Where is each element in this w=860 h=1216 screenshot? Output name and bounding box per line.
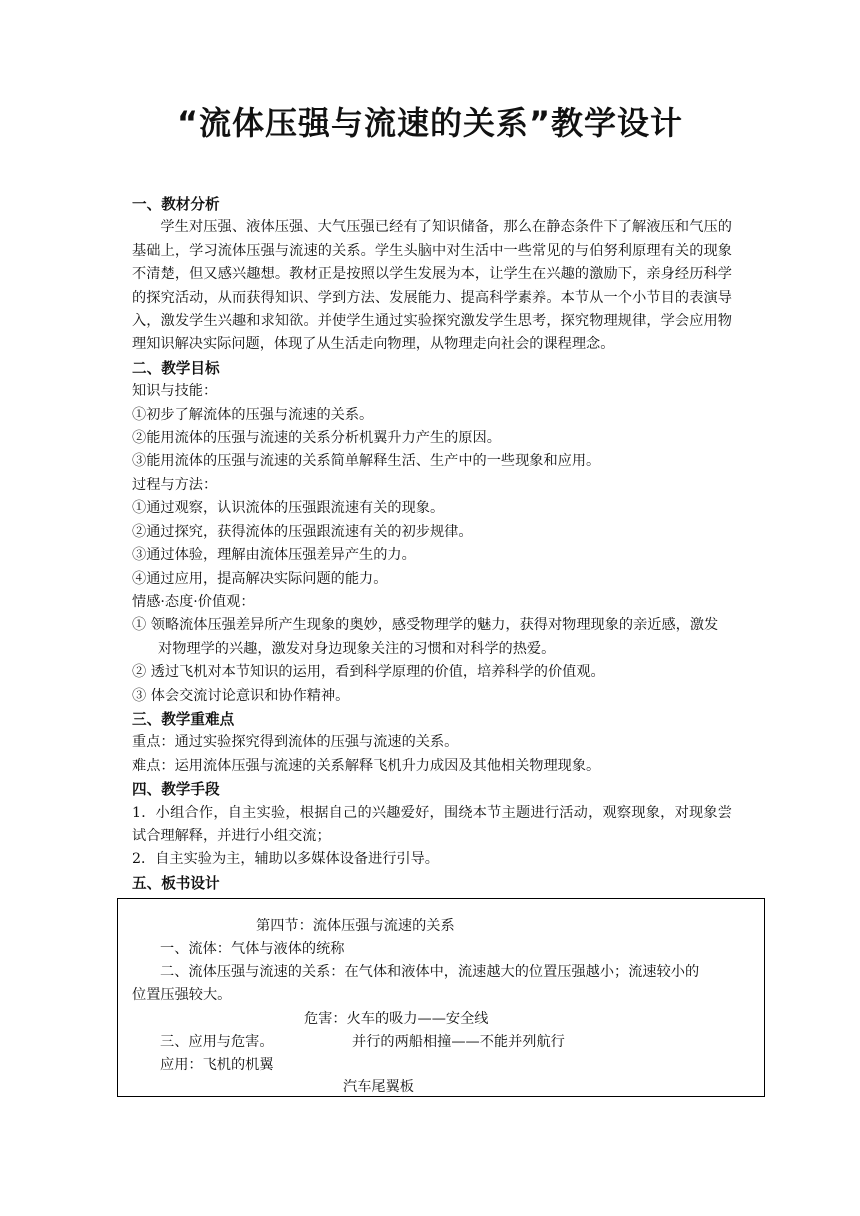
board-application-label: 应用：飞机的机翼	[160, 1057, 274, 1073]
board-line-applications: 三、应用与危害。	[160, 1034, 274, 1050]
list-item: ④通过应用，提高解决实际问题的能力。	[132, 570, 388, 587]
list-item: 2．自主实验为主，辅助以多媒体设备进行引导。	[132, 851, 439, 868]
board-harm-item: 并行的两船相撞——不能并列航行	[352, 1034, 565, 1050]
section-heading-goals: 二、教学目标	[132, 359, 220, 377]
goal-group-label-knowledge: 知识与技能：	[132, 383, 218, 400]
document-body	[132, 193, 732, 895]
list-item: ②能用流体的压强与流速的关系分析机翼升力产生的原因。	[132, 430, 501, 447]
section-heading-methods: 四、教学手段	[132, 781, 220, 799]
board-line-relation-cont: 位置压强较大。	[132, 987, 232, 1003]
board-line-fluid: 一、流体：气体与液体的统称	[160, 941, 345, 957]
board-harm-label: 危害：火车的吸力——安全线	[304, 1011, 489, 1027]
list-item: ② 透过飞机对本节知识的运用，看到科学原理的价值，培养科学的价值观。	[132, 664, 605, 681]
list-item: 1．小组合作，自主实验，根据自己的兴趣爱好，围绕本节主题进行活动，观察现象，对现象尝试合理解释，并进行小组交流；	[132, 804, 732, 844]
section-heading-analysis: 一、教材分析	[132, 196, 220, 213]
board-application-item: 汽车尾翼板	[343, 1079, 414, 1095]
list-item: ③能用流体的压强与流速的关系简单解释生活、生产中的一些现象和应用。	[132, 453, 601, 470]
focus-key-point: 重点：通过实验探究得到流体的压强与流速的关系。	[132, 734, 459, 751]
goal-group-label-process: 过程与方法：	[132, 476, 218, 493]
section-heading-board: 五、板书设计	[132, 874, 220, 892]
document-title: “流体压强与流速的关系”教学设计	[176, 104, 684, 142]
analysis-paragraph: 学生对压强、液体压强、大气压强已经有了知识储备，那么在静态条件下了解液压和气压的基础上，学习流体压强与流速的关系。学生头脑中对生活中一些常见的与伯努利原理有关的现象不清楚，但又感兴趣想。教材正是按照以学生发展为本，让学生在兴趣的激励下，亲身经历科学的探究活动，从而获得知识、学到方法、发展能力、提高科学素养。本节从一个小节目的表演导入，激发学生兴趣和求知欲。并使学生通过实验探究激发学生思考，探究物理规律，学会应用物理知识解决实际问题，体现了从生活走向物理，从物理走向社会的课程理念。	[132, 219, 732, 353]
blackboard-design-box	[117, 898, 765, 1097]
list-item: ②通过探究，获得流体的压强跟流速有关的初步规律。	[132, 523, 473, 540]
board-line-relation: 二、流体压强与流速的关系：在气体和液体中，流速越大的位置压强越小；流速较小的	[160, 964, 700, 980]
board-title: 第四节：流体压强与流速的关系	[256, 918, 455, 934]
list-item: ①初步了解流体的压强与流速的关系。	[132, 406, 374, 423]
list-item: ③通过体验，理解由流体压强差异产生的力。	[132, 547, 416, 564]
list-item: ①通过观察，认识流体的压强跟流速有关的现象。	[132, 500, 445, 517]
goal-group-label-emotion: 情感·态度·价值观：	[132, 593, 255, 610]
focus-hard-point: 难点：运用流体压强与流速的关系解释飞机升力成因及其他相关物理现象。	[132, 757, 601, 774]
list-item: ③ 体会交流讨论意识和协作精神。	[132, 687, 350, 704]
list-item: ① 领略流体压强差异所产生现象的奥妙，感受物理学的魅力，获得对物理现象的亲近感，激发对物理学的兴趣，激发对身边现象关注的习惯和对科学的热爱。	[132, 617, 719, 657]
section-heading-focus: 三、教学重难点	[132, 710, 235, 728]
